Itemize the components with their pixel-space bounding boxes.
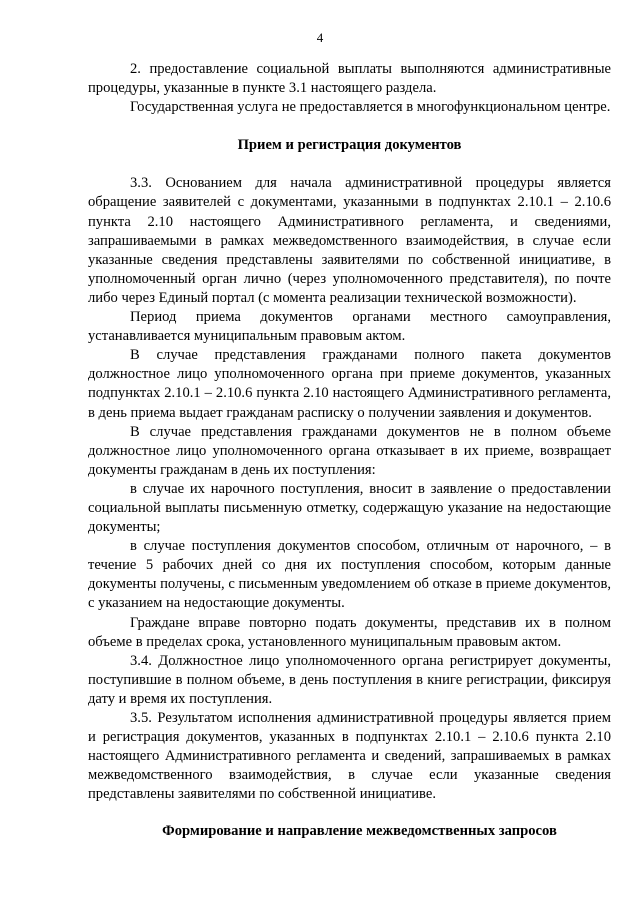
section-heading: Прием и регистрация документов: [237, 137, 462, 154]
paragraph: В случае представления гражданами полного пакета документов должностное лицо уполномоченного органа при приеме документов, указанных подпунктах 2.10.1 – 2.10.6 пункта 2.10 настоящего Административного регламента, в день приема выдает гражданам расписку о получении заявления и документов.: [88, 347, 611, 421]
paragraph: Период приема документов органами местного самоуправления, устанавливается муниципальным правовым актом.: [88, 309, 611, 345]
document-body: [88, 60, 611, 842]
paragraph: в случае поступления документов способом, отличным от нарочного, – в течение 5 рабочих дней со дня их поступления способом, которым данные документы получены, с письменным уведомлением об отказе в приеме документов, с указанием на недостающие документы.: [88, 538, 611, 612]
paragraph: 3.5. Результатом исполнения административной процедуры является прием и регистрация документов, указанных в подпунктах 2.10.1 – 2.10.6 пункта 2.10 настоящего Административного регламента и сведений, запрашиваемых в рамках межведомственного взаимодействия, в случае если указанные сведения представлены заявителями по собственной инициативе.: [88, 710, 611, 803]
paragraph: Государственная услуга не предоставляется в многофункциональном центре.: [130, 99, 611, 116]
paragraph: 2. предоставление социальной выплаты выполняются административные процедуры, указанные в пункте 3.1 настоящего раздела.: [88, 61, 611, 97]
paragraph: 3.3. Основанием для начала административной процедуры является обращение заявителей с документами, указанными в подпунктах 2.10.1 – 2.10.6 пункта 2.10 настоящего Административного регламента, и сведениями, запрашиваемыми в рамках межведомственного взаимодействия, в случае если указанные сведения представлены заявителями по собственной инициативе, в уполномоченный орган лично (через уполномоченного представителя), по почте либо через Единый портал (с момента реализации технической возможности).: [88, 175, 611, 306]
paragraph: В случае представления гражданами документов не в полном объеме должностное лицо уполномоченного органа отказывает в их приеме, возвращает документы гражданам в день их поступления:: [88, 423, 611, 478]
paragraph: 3.4. Должностное лицо уполномоченного органа регистрирует документы, поступившие в полном объеме, в день поступления в книге регистрации, фиксируя дату и время их поступления.: [88, 652, 611, 707]
section-heading: Формирование и направление межведомственных запросов: [162, 823, 557, 840]
page-number: 4: [316, 30, 324, 45]
paragraph: в случае их нарочного поступления, вносит в заявление о предоставлении социальной выплаты письменную отметку, содержащую указание на недостающие документы;: [88, 480, 611, 536]
paragraph: Граждане вправе повторно подать документы, представив их в полном объеме в пределах срока, установленного муниципальным правовым актом.: [88, 614, 611, 650]
